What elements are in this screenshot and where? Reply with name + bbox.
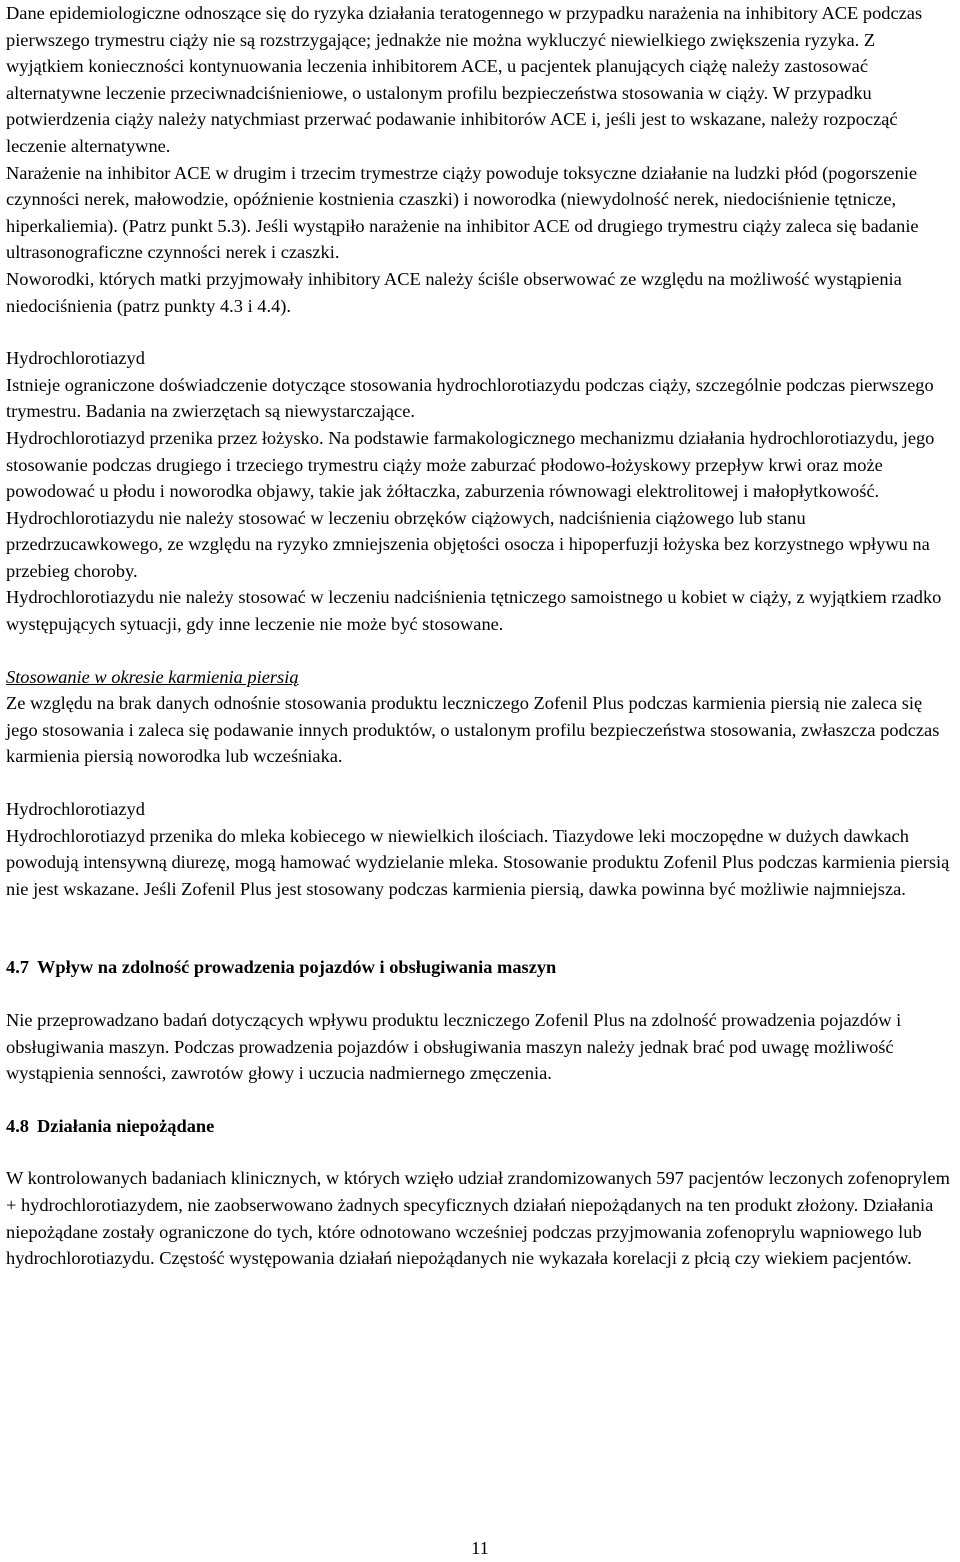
paragraph: Istnieje ograniczone doświadczenie dotyczące stosowania hydrochlorotiazydu podczas ciąży, szczególnie podczas pierwszego trymestru. Badania na zwierzętach są niewystarczające. [6,374,934,422]
section-title: Wpływ na zdolność prowadzenia pojazdów i obsługiwania maszyn [37,957,557,978]
paragraph: Nie przeprowadzano badań dotyczących wpływu produktu leczniczego Zofenil Plus na zdolność prowadzenia pojazdów i obsługiwania maszyn. Podczas prowadzenia pojazdów i obsługiwania maszyn należy jednak brać pod uwagę możliwość wystąpienia senności, zawrotów głowy i uczucia nadmiernego zmęczenia. [6,1010,902,1084]
spacer [6,902,956,954]
subsection-title: Hydrochlorotiazyd [6,799,145,820]
spacer [6,1139,956,1165]
paragraph: Hydrochlorotiazyd przenika przez łożysko. Na podstawie farmakologicznego mechanizmu działania hydrochlorotiazydu, jego stosowanie podczas drugiego i trzeciego trymestru ciąży może zaburzać płodowo-łożyskowy przepływ krwi oraz może powodować u płodu i noworodka objawy, takie jak żółtaczka, zaburzenia równowagi elektrolitowej i małopłytkowość. [6,427,935,502]
paragraph: Noworodki, których matki przyjmowały inhibitory ACE należy ściśle obserwować ze względu na możliwość wystąpienia niedociśnienia (patrz punkty 4.3 i 4.4). [6,268,902,316]
paragraph: Narażenie na inhibitor ACE w drugim i trzecim trymestrze ciąży powoduje toksyczne działanie na ludzki płód (pogorszenie czynności nerek, małowodzie, opóźnienie kostnienia czaszki) i noworodka (niewydolność nerek, niedociśnienie tętnicze, hiperkaliemia). (Patrz punkt 5.3). Jeśli wystąpiło narażenie na inhibitor ACE od drugiego trymestru ciąży zaleca się badanie ultrasonograficzne czynności nerek i czaszki. [6,162,919,263]
section-heading-4-8 [6,1113,956,1140]
section-number: 4.8 [6,1115,29,1136]
paragraph: Hydrochlorotiazyd przenika do mleka kobiecego w niewielkich ilościach. Tiazydowe leki moczopędne w dużych dawkach powodują intensywną diurezę, mogą hamować wydzielanie mleka. Stosowanie produktu Zofenil Plus podczas karmienia piersią nie jest wskazane. Jeśli Zofenil Plus jest stosowany podczas karmienia piersią, dawka powinna być możliwie najmniejsza. [6,825,950,899]
spacer [6,319,956,345]
document-page [6,0,956,1272]
paragraph: W kontrolowanych badaniach klinicznych, w których wzięło udział zrandomizowanych 597 pacjentów leczonych zofenoprylem + hydrochlorotiazydem, nie zaobserwowano żadnych specyficznych działań niepożądanych na ten produkt złożony. Działania niepożądane zostały ograniczone do tych, które odnotowano wcześniej podczas przyjmowania zofenoprylu wapniowego lub hydrochlorotiazydu. Częstość występowania działań niepożądanych nie wykazała korelacji z płcią czy wiekiem pacjentów. [6,1168,950,1269]
paragraph: Dane epidemiologiczne odnoszące się do ryzyka działania teratogennego w przypadku narażenia na inhibitory ACE podczas pierwszego trymestru ciąży nie są rozstrzygające; jednakże nie można wykluczyć niewielkiego zwiększenia ryzyka. Z wyjątkiem konieczności kontynuowania leczenia inhibitorem ACE, u pacjentek planujących ciążę należy zastosować alternatywne leczenie przeciwnadciśnieniowe, o ustalonym profilu bezpieczeństwa stosowania w ciąży. W przypadku potwierdzenia ciąży należy natychmiast przerwać podawanie inhibitorów ACE i, jeśli jest to wskazane, należy rozpocząć leczenie alternatywne. [6,3,923,156]
subsection-title: Hydrochlorotiazyd [6,348,145,369]
spacer [6,638,956,664]
spacer [6,1087,956,1113]
section-number: 4.7 [6,957,29,978]
section-heading-4-7 [6,954,956,981]
page-number: 11 [471,1538,489,1558]
paragraph: Hydrochlorotiazydu nie należy stosować w leczeniu nadciśnienia tętniczego samoistnego u kobiet w ciąży, z wyjątkiem rzadko występujących sytuacji, gdy inne leczenie nie może być stosowane. [6,587,942,635]
paragraph: Ze względu na brak danych odnośnie stosowania produktu leczniczego Zofenil Plus podczas karmienia piersią nie zaleca się jego stosowania i zaleca się podawanie innych produktów, o ustalonym profilu bezpieczeństwa stosowania, zwłaszcza podczas karmienia piersią noworodka lub wcześniaka. [6,693,940,767]
section-title: Działania niepożądane [37,1115,215,1136]
spacer [6,770,956,796]
subsection-title: Stosowanie w okresie karmienia piersią [6,666,299,687]
paragraph: Hydrochlorotiazydu nie należy stosować w leczeniu obrzęków ciążowych, nadciśnienia ciążowego lub stanu przedrzucawkowego, ze względu na ryzyko zmniejszenia objętości osocza i hipoperfuzji łożyska bez korzystnego wpływu na przebieg choroby. [6,507,930,581]
spacer [6,981,956,1007]
